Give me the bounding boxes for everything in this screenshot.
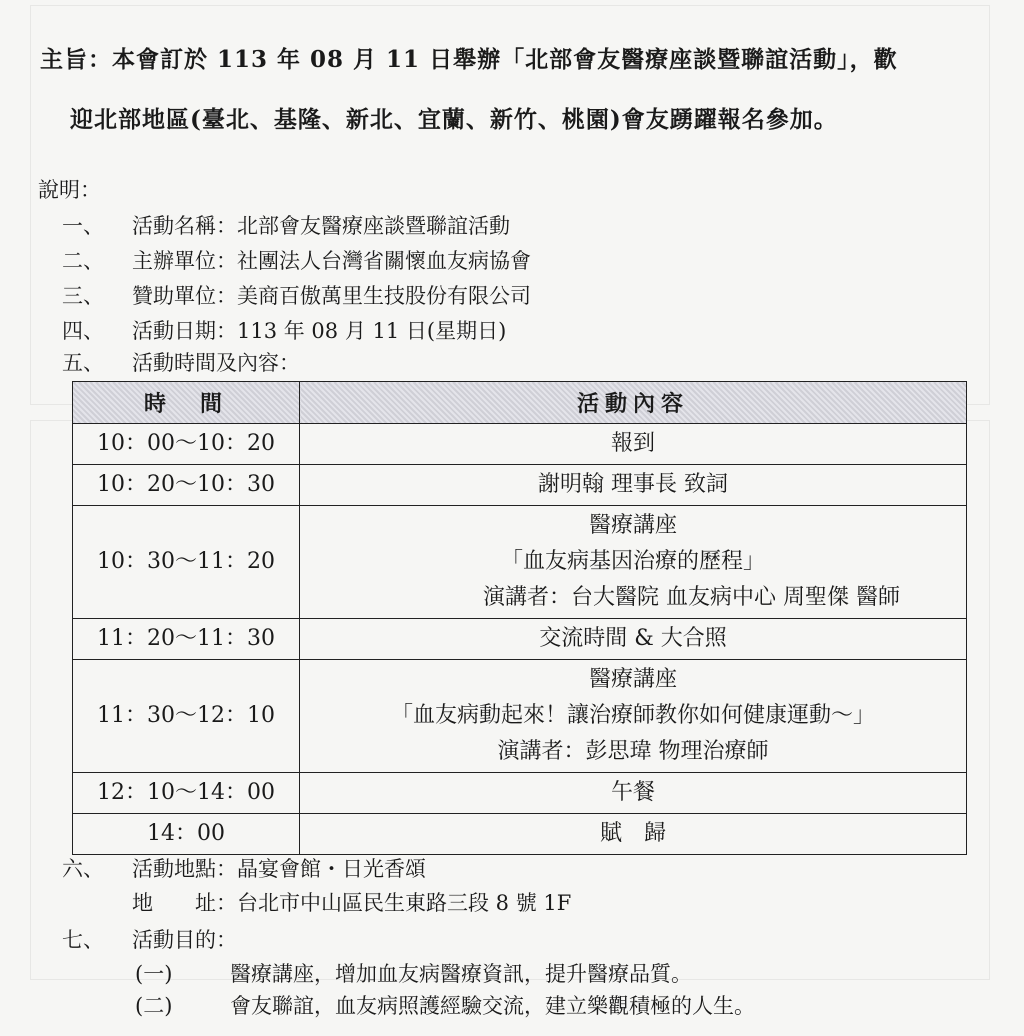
item-number: 三、 — [62, 284, 104, 308]
item-date — [62, 315, 506, 345]
purpose-item-2 — [135, 990, 755, 1020]
item-schedule-label — [62, 347, 300, 377]
schedule-table — [72, 381, 967, 855]
subject-heading — [40, 30, 1000, 150]
purpose-number: (二) — [135, 994, 173, 1018]
row-content-line: 謝明翰 理事長 致詞 — [538, 472, 728, 497]
purpose-number: (一) — [135, 962, 173, 986]
row-time: 10：30～11：20 — [73, 506, 300, 619]
table-row — [73, 814, 967, 855]
item-text: 活動時間及內容： — [132, 351, 300, 375]
item-text: 地 址：台北市中山區民生東路三段 8 號 1F — [132, 891, 572, 915]
table-row — [73, 660, 967, 773]
item-number: 六、 — [62, 857, 104, 881]
item-venue — [62, 853, 426, 883]
row-content-line: 「血友病動起來！讓治療師教你如何健康運動～」 — [390, 703, 875, 728]
header-time: 時 間 — [73, 382, 300, 424]
row-time: 12：10～14：00 — [73, 773, 300, 814]
header-content: 活動內容 — [300, 382, 967, 424]
row-content — [300, 506, 967, 619]
row-content-line: 醫療講座 — [588, 667, 677, 692]
table-header-row — [73, 382, 967, 424]
row-content-line: 演講者：彭思瑋 物理治療師 — [497, 739, 769, 764]
row-content-line: 演講者：台大醫院 血友病中心 周聖傑 醫師 — [483, 585, 900, 610]
row-content — [300, 465, 967, 506]
purpose-text: 醫療講座，增加血友病醫療資訊，提升醫療品質。 — [230, 962, 692, 986]
row-content — [300, 660, 967, 773]
item-event-name — [62, 210, 510, 240]
table-row — [73, 619, 967, 660]
row-time: 11：20～11：30 — [73, 619, 300, 660]
row-content — [300, 619, 967, 660]
item-number: 四、 — [62, 319, 104, 343]
item-address — [132, 887, 571, 917]
row-time: 10：00～10：20 — [73, 424, 300, 465]
row-content-line: 賦 歸 — [599, 821, 666, 846]
description-label: 說明： — [38, 178, 101, 202]
table-row — [73, 506, 967, 619]
purpose-text: 會友聯誼，血友病照護經驗交流，建立樂觀積極的人生。 — [230, 994, 755, 1018]
row-content — [300, 773, 967, 814]
row-content — [300, 424, 967, 465]
item-organizer — [62, 245, 531, 275]
row-content-line: 報到 — [610, 431, 655, 456]
item-text: 活動地點：晶宴會館・日光香頌 — [132, 857, 426, 881]
table-row — [73, 424, 967, 465]
row-content-line: 「血友病基因治療的歷程」 — [500, 549, 765, 574]
purpose-item-1 — [135, 958, 692, 988]
table-row — [73, 773, 967, 814]
row-content-line: 交流時間 & 大合照 — [539, 626, 727, 651]
item-number: 二、 — [62, 249, 104, 273]
subject-line-1: 主旨：本會訂於 113 年 08 月 11 日舉辦「北部會友醫療座談暨聯誼活動」，歡 — [40, 46, 898, 73]
item-purpose — [62, 924, 237, 954]
item-text: 活動目的： — [132, 928, 237, 952]
item-text: 活動日期：113 年 08 月 11 日(星期日) — [132, 319, 507, 343]
item-number: 七、 — [62, 928, 104, 952]
item-text: 活動名稱：北部會友醫療座談暨聯誼活動 — [132, 214, 510, 238]
row-content-line: 午餐 — [610, 780, 655, 805]
subject-line-2: 迎北部地區(臺北、基隆、新北、宜蘭、新竹、桃園)會友踴躍報名參加。 — [70, 106, 838, 133]
row-time: 10：20～10：30 — [73, 465, 300, 506]
row-content — [300, 814, 967, 855]
row-time: 14：00 — [73, 814, 300, 855]
row-time: 11：30～12：10 — [73, 660, 300, 773]
row-content-line: 醫療講座 — [588, 513, 677, 538]
item-text: 主辦單位：社團法人台灣省關懷血友病協會 — [132, 249, 531, 273]
item-number: 一、 — [62, 214, 104, 238]
table-row — [73, 465, 967, 506]
item-sponsor — [62, 280, 531, 310]
item-number: 五、 — [62, 351, 104, 375]
item-text: 贊助單位：美商百傲萬里生技股份有限公司 — [132, 284, 531, 308]
